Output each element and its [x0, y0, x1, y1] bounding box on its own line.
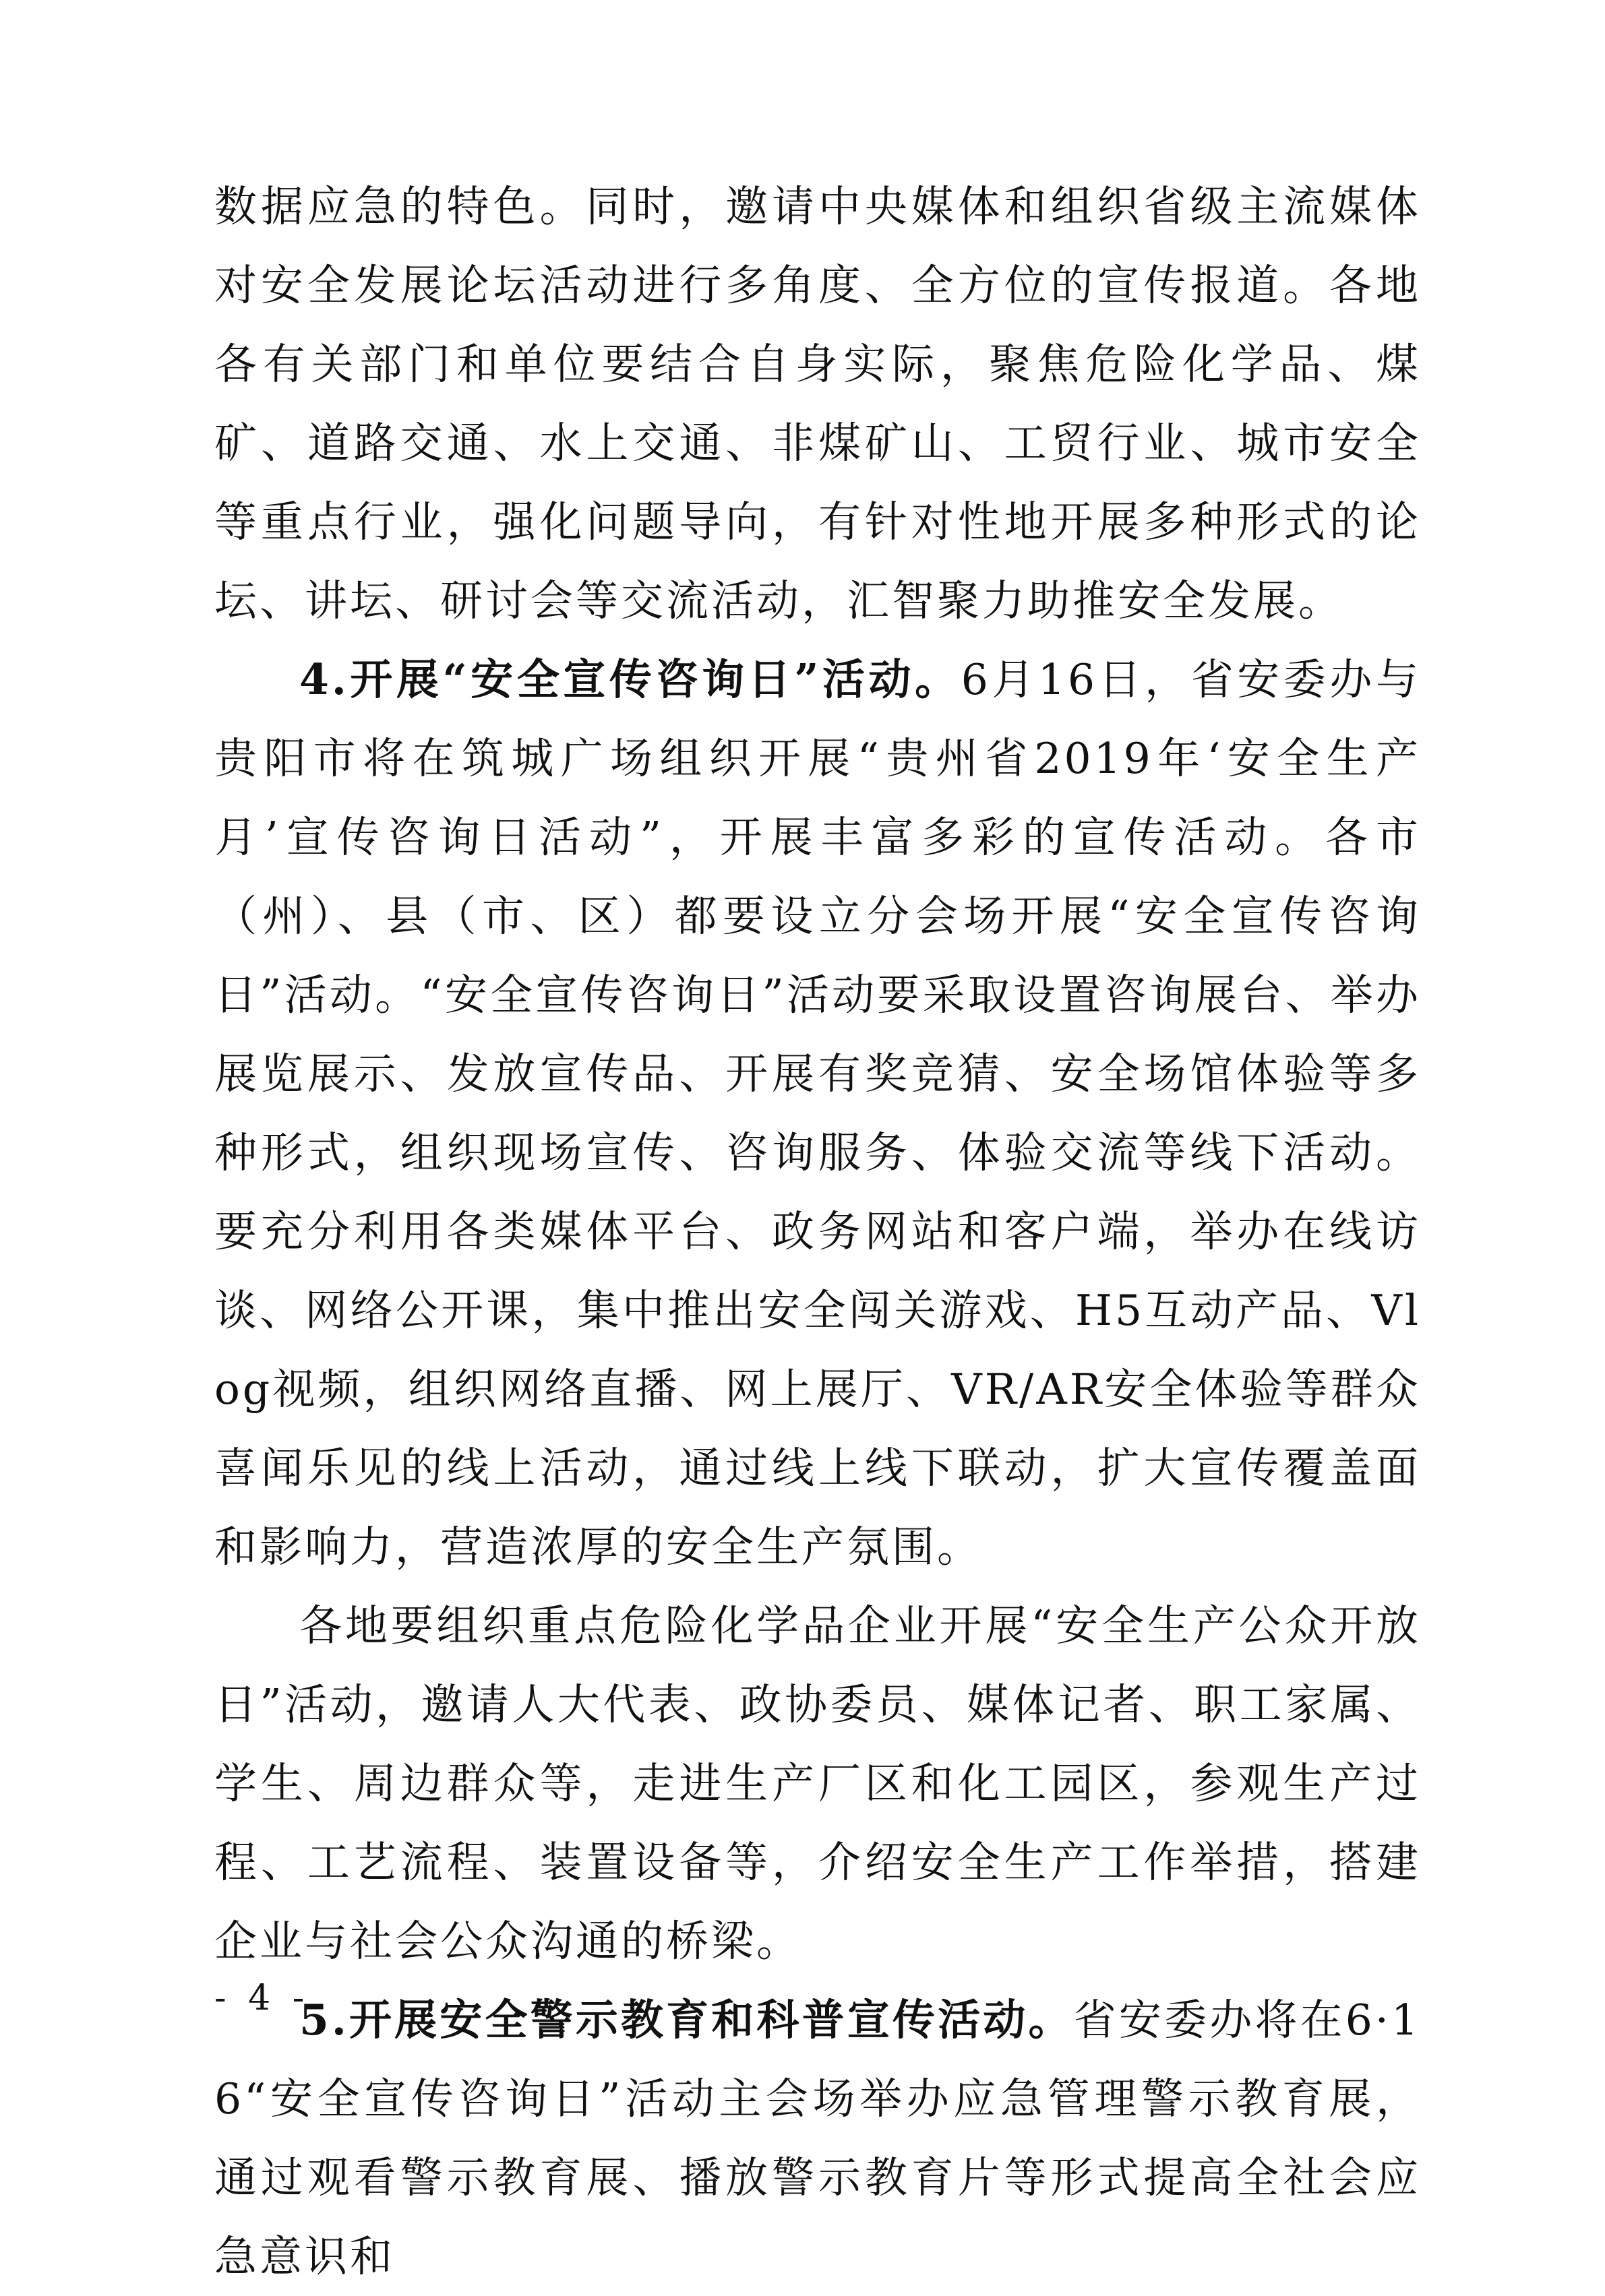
paragraph-4-text: 省安委办将在6·16“安全宣传咨询日”活动主会场举办应急管理警示教育展，通过观看警示教育展、播放警示教育片等形式提高全社会应急意识和: [214, 1995, 1421, 2281]
paragraph-3-text: 各地要组织重点危险化学品企业开展“安全生产公众开放日”活动，邀请人大代表、政协委员、媒体记者、职工家属、学生、周边群众等，走进生产厂区和化工园区，参观生产过程、工艺流程、装置设备等，介绍安全生产工作举措，搭建企业与社会公众沟通的桥梁。: [214, 1601, 1421, 1966]
paragraph-4-section-5: [214, 1981, 1421, 2296]
paragraph-2-section-4: [214, 640, 1421, 1586]
paragraph-3: [214, 1586, 1421, 1981]
paragraph-1: [214, 167, 1421, 640]
section-4-heading: 4.开展“安全宣传咨询日”活动。: [299, 654, 961, 704]
section-5-heading: 5.开展安全警示教育和科普宣传活动。: [299, 1995, 1074, 2045]
page-number: - 4 -: [214, 1978, 310, 2018]
paragraph-1-text: 数据应急的特色。同时，邀请中央媒体和组织省级主流媒体对安全发展论坛活动进行多角度、全方位的宣传报道。各地各有关部门和单位要结合自身实际，聚焦危险化学品、煤矿、道路交通、水上交通、非煤矿山、工贸行业、城市安全等重点行业，强化问题导向，有针对性地开展多种形式的论坛、讲坛、研讨会等交流活动，汇智聚力助推安全发展。: [214, 182, 1421, 625]
document-body: [214, 167, 1421, 2296]
paragraph-2-text: 6月16日，省安委办与贵阳市将在筑城广场组织开展“贵州省2019年‘安全生产月’宣传咨询日活动”，开展丰富多彩的宣传活动。各市（州）、县（市、区）都要设立分会场开展“安全宣传咨询日”活动。“安全宣传咨询日”活动要采取设置咨询展台、举办展览展示、发放宣传品、开展有奖竞猜、安全场馆体验等多种形式，组织现场宣传、咨询服务、体验交流等线下活动。要充分利用各类媒体平台、政务网站和客户端，举办在线访谈、网络公开课，集中推出安全闯关游戏、H5互动产品、Vlog视频，组织网络直播、网上展厅、VR/AR安全体验等群众喜闻乐见的线上活动，通过线上线下联动，扩大宣传覆盖面和影响力，营造浓厚的安全生产氛围。: [214, 655, 1421, 1572]
